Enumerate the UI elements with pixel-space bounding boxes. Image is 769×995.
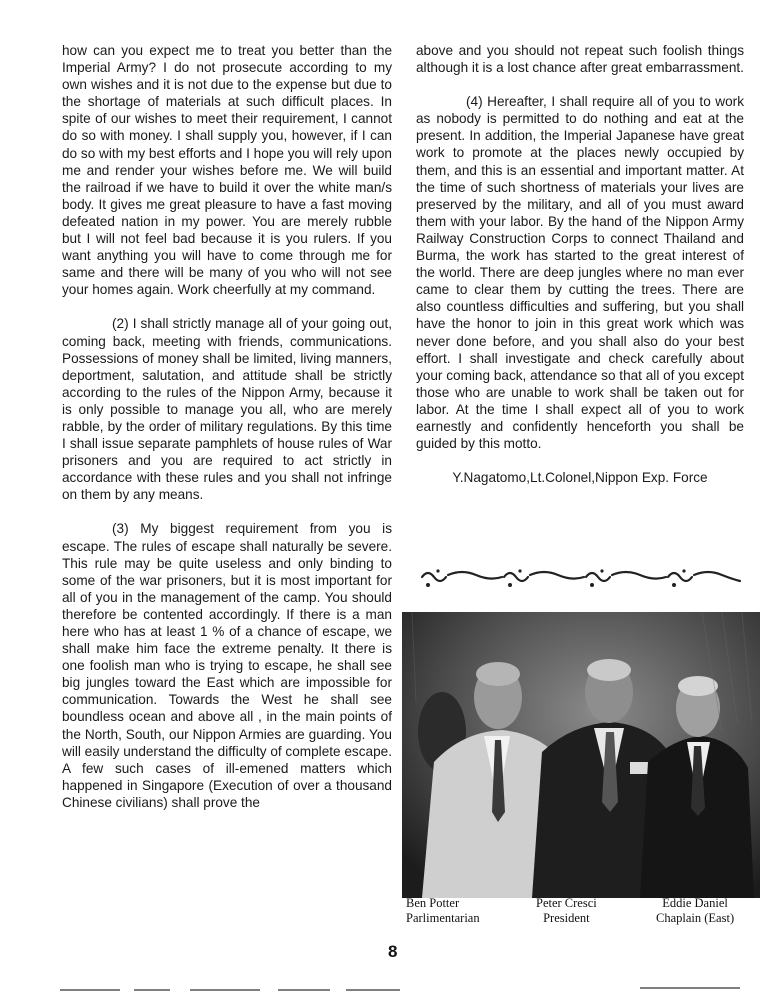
group-photo — [402, 612, 760, 898]
caption-role: President — [543, 911, 590, 925]
caption-ben-potter — [406, 896, 480, 926]
caption-name: Eddie Daniel — [662, 896, 728, 910]
paragraph-rule-2: (2) I shall strictly manage all of your going out, coming back, meeting with friends, communications. Possessions of money shall be limited, living manners, deportment, salutation, and attitude shall be strictly according to the rules of the Nippon Army, because it is only possible to manage you all, who are merely rabble, by the order of military regulations. By this time I shall issue separate pamphlets of house rules of War prisoners and you are required to act strictly in accordance with these rules and you shall not infringe on them by any means. — [62, 316, 392, 503]
ornament-divider — [418, 565, 746, 591]
caption-name: Ben Potter — [406, 896, 460, 910]
paragraph-rule-3-end: above and you should not repeat such foolish things although it is a lost chance after great embarrassment. — [416, 43, 744, 76]
paragraph-rule-3: (3) My biggest requirement from you is escape. The rules of escape shall naturally be severe. This rule may be quite useless and only binding to some of the war prisoners, but it is most important for all of you in the management of the camp. You should therefore be contented accordingly. If there is a man here who has at least 1 % of a chance of escape, we shall make him face the extreme penalty. It there is one foolish man who is trying to escape, he shall see big jungles toward the East which are impossible for communication. Towards the West he shall see boundless ocean and above all , in the main points of the North, South, our Nippon Armies are guarding. You will easily understand the difficulty of complete escape. A few such cases of ill-emened matters which happened in Singapore (Execution of over a thousand Chinese civilians) shall prove the — [62, 521, 392, 810]
caption-eddie-daniel — [656, 896, 734, 926]
caption-name: Peter Cresci — [536, 896, 597, 910]
paragraph-continuation: how can you expect me to treat you better than the Imperial Army? I do not prosecute according to my own wishes and it is not due to the expense but due to the shortage of materials at such difficult places. In spite of our wishes to meet their requirement, I cannot do so with money. I shall supply you, however, if I can do so with my best efforts and I hope you will rely upon me and render your wishes before me. We will build the railroad if we have to build it over the white man/s body. It gives me great pleasure to have a fast moving defeated nation in my power. You are merely rubble but I will not feel bad because it is you rulers. If you want anything you will have to come through me for same and there will be many of you who will not see your homes again. Work cheerfully at my command. — [62, 43, 392, 298]
signature: Y.Nagatomo,Lt.Colonel,Nippon Exp. Force — [452, 470, 708, 486]
left-column — [62, 42, 392, 811]
caption-role: Parlimentarian — [406, 911, 480, 925]
page-number: 8 — [388, 942, 398, 961]
paragraph-rule-4: (4) Hereafter, I shall require all of you to work as nobody is permitted to do nothing and eat at the present. In addition, the Imperial Japanese have great work to promote at the places newly occupied by them, and this is an essential and important matter. At the time of such shortness of materials your lives are preserved by the military, and all of you must award them with your labor. By the hand of the Nippon Army Railway Construction Corps to connect Thailand and Burma, the work has started to the great interest of the world. There are deep jungles where no man ever came to clear them by cutting the trees. There are also countless difficulties and suffering, but you shall have the honor to join in this great work which was never done before, and you shall also do your best effort. I shall investigate and check carefully about your coming back, attendance so that all of you except those who are unable to work shall be taken out for labor. At the time I shall expect all of you to work earnestly and confidently henceforth you shall be guided by this motto. — [416, 94, 744, 452]
caption-peter-cresci — [536, 896, 597, 926]
right-column — [416, 42, 744, 486]
caption-role: Chaplain (East) — [656, 911, 735, 925]
footer-scan-lines — [0, 980, 769, 995]
